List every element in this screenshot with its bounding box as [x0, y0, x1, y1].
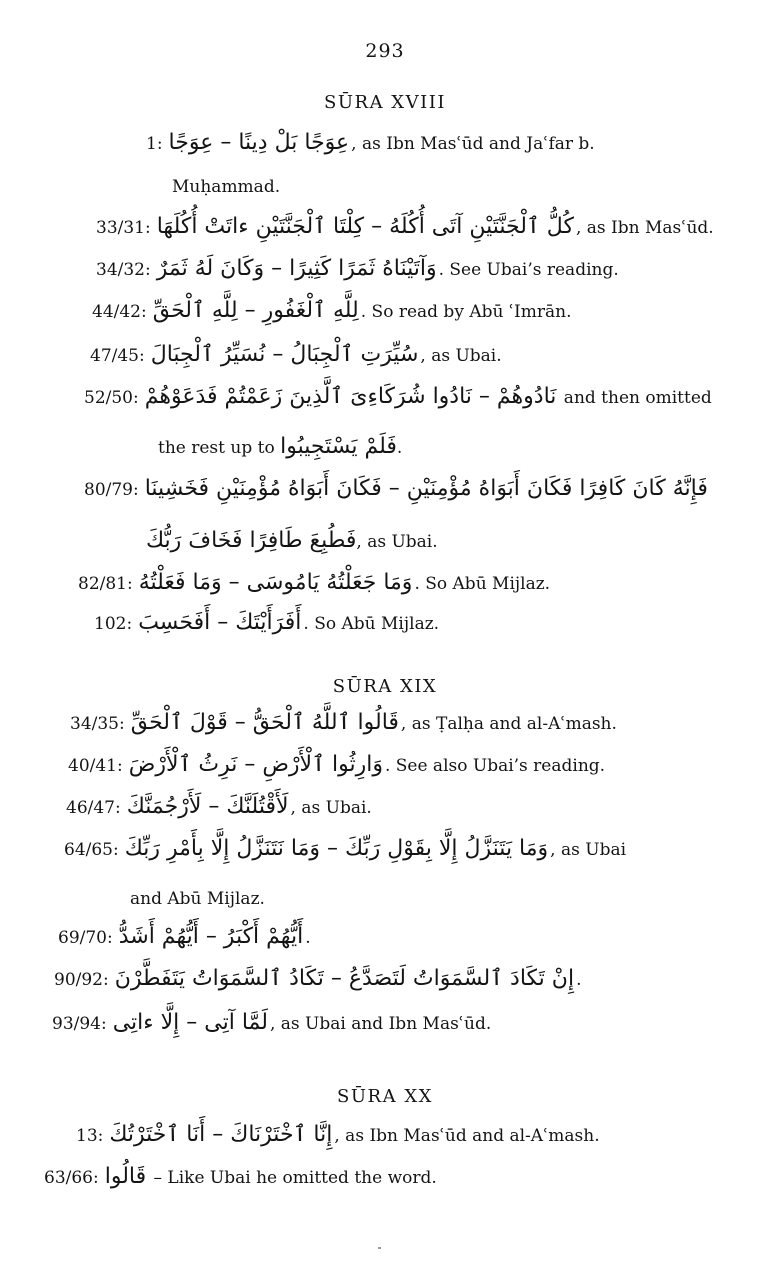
entry	[90, 340, 502, 371]
arabic-reading: إِنْ تَكَادَ ٱلسَّمَوَاتُ لَتَصَدَّعُ – تَكَادُ ٱلسَّمَوَاتُ يَتَفَطَّرْنَ	[114, 966, 575, 991]
entry-continuation: Muḥammad.	[172, 177, 281, 197]
arabic-reading: فَطُبِعَ طَافِرًا فَخَافَ رَبُّكَ	[146, 528, 357, 553]
entry-note: , as Ubai.	[420, 346, 502, 366]
verse-ref: 33/31:	[96, 218, 151, 238]
entry	[58, 922, 311, 953]
entry-note: , as Ubai	[550, 840, 627, 860]
verse-ref: 40/41:	[68, 756, 123, 776]
arabic-reading: عِوَجًا بَلْ دِينًا – عِوَجًا	[168, 130, 350, 155]
entry	[52, 1008, 491, 1039]
arabic-reading: وَآتَيْنَاهُ ثَمَرًا كَثِيرًا – وَكَانَ لَهُ ثَمَرٌ	[156, 256, 437, 281]
entry	[64, 834, 626, 865]
entry	[68, 750, 605, 781]
continuation-text: .	[396, 438, 403, 458]
arabic-reading: فَلَمْ يَسْتَجِيبُوا	[280, 434, 397, 459]
entry-note: , as Ubai.	[290, 798, 372, 818]
entry-note: , as Ibn Masʿūd.	[575, 218, 714, 238]
continuation-text: , as Ubai.	[356, 532, 438, 552]
entry-note: . See Ubai’s reading.	[438, 260, 619, 280]
verse-ref: 47/45:	[90, 346, 145, 366]
sura-heading: SŪRA XX	[337, 1086, 433, 1107]
arabic-reading: سُيِّرَتِ ٱلْجِبَالُ – نُسَيِّرُ ٱلْجِبَالَ	[150, 342, 419, 367]
verse-ref: 63/66:	[44, 1168, 99, 1188]
entry	[84, 474, 710, 505]
verse-ref: 44/42:	[92, 302, 147, 322]
entry	[76, 1120, 600, 1151]
entry-note: . So read by Abū ʿImrān.	[360, 302, 572, 322]
arabic-reading: لَأَقْتُلَنَّكَ – لَأَرْجُمَنَّكَ	[126, 794, 289, 819]
verse-ref: 80/79:	[84, 480, 139, 500]
entry-note: .	[305, 928, 311, 948]
verse-ref: 90/92:	[54, 970, 109, 990]
entry	[92, 296, 572, 327]
arabic-reading: قَالُوا	[104, 1164, 147, 1189]
entry	[70, 708, 617, 739]
entry	[84, 382, 712, 413]
arabic-reading: وَمَا يَتَنَزَّلُ إِلَّا بِقَوْلِ رَبِّكَ – وَمَا نَتَنَزَّلُ إِلَّا بِأَمْرِ رَبِّكَ	[124, 836, 549, 861]
verse-ref: 34/32:	[96, 260, 151, 280]
entry-note: .	[576, 970, 582, 990]
arabic-reading: أَفَرَأَيْتَكَ – أَفَحَسِبَ	[138, 610, 302, 635]
verse-ref: 1:	[146, 134, 163, 154]
scan-mark	[378, 1247, 381, 1249]
entry-note: , as Ubai and Ibn Masʿūd.	[269, 1014, 492, 1034]
verse-ref: 46/47:	[66, 798, 121, 818]
entry	[146, 128, 595, 159]
continuation-text: the rest up to	[158, 438, 275, 458]
entry	[44, 1162, 437, 1193]
entry-note: . So Abū Mijlaz.	[303, 614, 440, 634]
sura-heading: SŪRA XIX	[332, 676, 438, 697]
verse-ref: 93/94:	[52, 1014, 107, 1034]
verse-ref: 82/81:	[78, 574, 133, 594]
entry	[96, 254, 619, 285]
entry-note: and then omitted	[558, 388, 712, 408]
arabic-reading: إِنَّا ٱخْتَرْنَاكَ – أَنَا ٱخْتَرْتُكَ	[109, 1122, 333, 1147]
page-number: 293	[365, 40, 405, 62]
entry-note: . So Abū Mijlaz.	[414, 574, 551, 594]
arabic-reading: وَمَا جَعَلْتُهُ يَامُوسَى – وَمَا فَعَلْتُهُ	[138, 570, 413, 595]
arabic-reading: لِلَّهِ ٱلْغَفُورِ – لِلَّهِ ٱلْحَقِّ	[152, 298, 359, 323]
entry-continuation: and Abū Mijlaz.	[130, 889, 265, 909]
entry-continuation	[146, 526, 438, 557]
arabic-reading: وَارِثُوا ٱلْأَرْضِ – نَرِثُ ٱلْأَرْضَ	[128, 752, 383, 777]
arabic-reading: نَادُوهُمْ – نَادُوا شُرَكَاءِىَ ٱلَّذِينَ زَعَمْتُمْ فَدَعَوْهُمْ	[144, 384, 557, 409]
arabic-reading: كُلُّ ٱلْجَنَّتَيْنِ آتَى أُكُلَهُ – كِلْتَا ٱلْجَنَّتَيْنِ ءاتَتْ أُكُلَهَا	[156, 214, 574, 239]
arabic-reading: أَيُّهُمْ أَكْبَرُ – أَيُّهُمْ أَشَدُّ	[118, 924, 304, 949]
entry-note: . See also Ubai’s reading.	[384, 756, 606, 776]
entry	[54, 964, 581, 995]
verse-ref: 69/70:	[58, 928, 113, 948]
entry	[66, 792, 372, 823]
arabic-reading: قَالُوا ٱللَّهُ ٱلْحَقُّ – قَوْلَ ٱلْحَقِّ	[130, 710, 399, 735]
verse-ref: 52/50:	[84, 388, 139, 408]
sura-heading: SŪRA XVIII	[324, 92, 446, 113]
arabic-reading: لَمَّا آتِى – إِلَّا ءاتِى	[112, 1010, 268, 1035]
entry-note: , as Ibn Masʿūd and al-Aʿmash.	[334, 1126, 600, 1146]
entry-note: , as Ibn Masʿūd and Jaʿfar b.	[351, 134, 595, 154]
verse-ref: 64/65:	[64, 840, 119, 860]
verse-ref: 34/35:	[70, 714, 125, 734]
verse-ref: 102:	[94, 614, 133, 634]
entry	[94, 608, 439, 639]
entry-note: – Like Ubai he omitted the word.	[148, 1168, 437, 1188]
entry	[78, 568, 550, 599]
entry-continuation	[158, 432, 402, 463]
verse-ref: 13:	[76, 1126, 104, 1146]
entry	[96, 212, 714, 243]
arabic-reading: فَإِنَّهُ كَانَ كَافِرًا فَكَانَ أَبَوَاهُ مُؤْمِنَيْنِ – فَكَانَ أَبَوَاهُ مُؤْمِنَيْنِ فَخَشِينَا	[144, 476, 708, 501]
entry-note: , as Ṭalḥa and al-Aʿmash.	[400, 714, 617, 734]
